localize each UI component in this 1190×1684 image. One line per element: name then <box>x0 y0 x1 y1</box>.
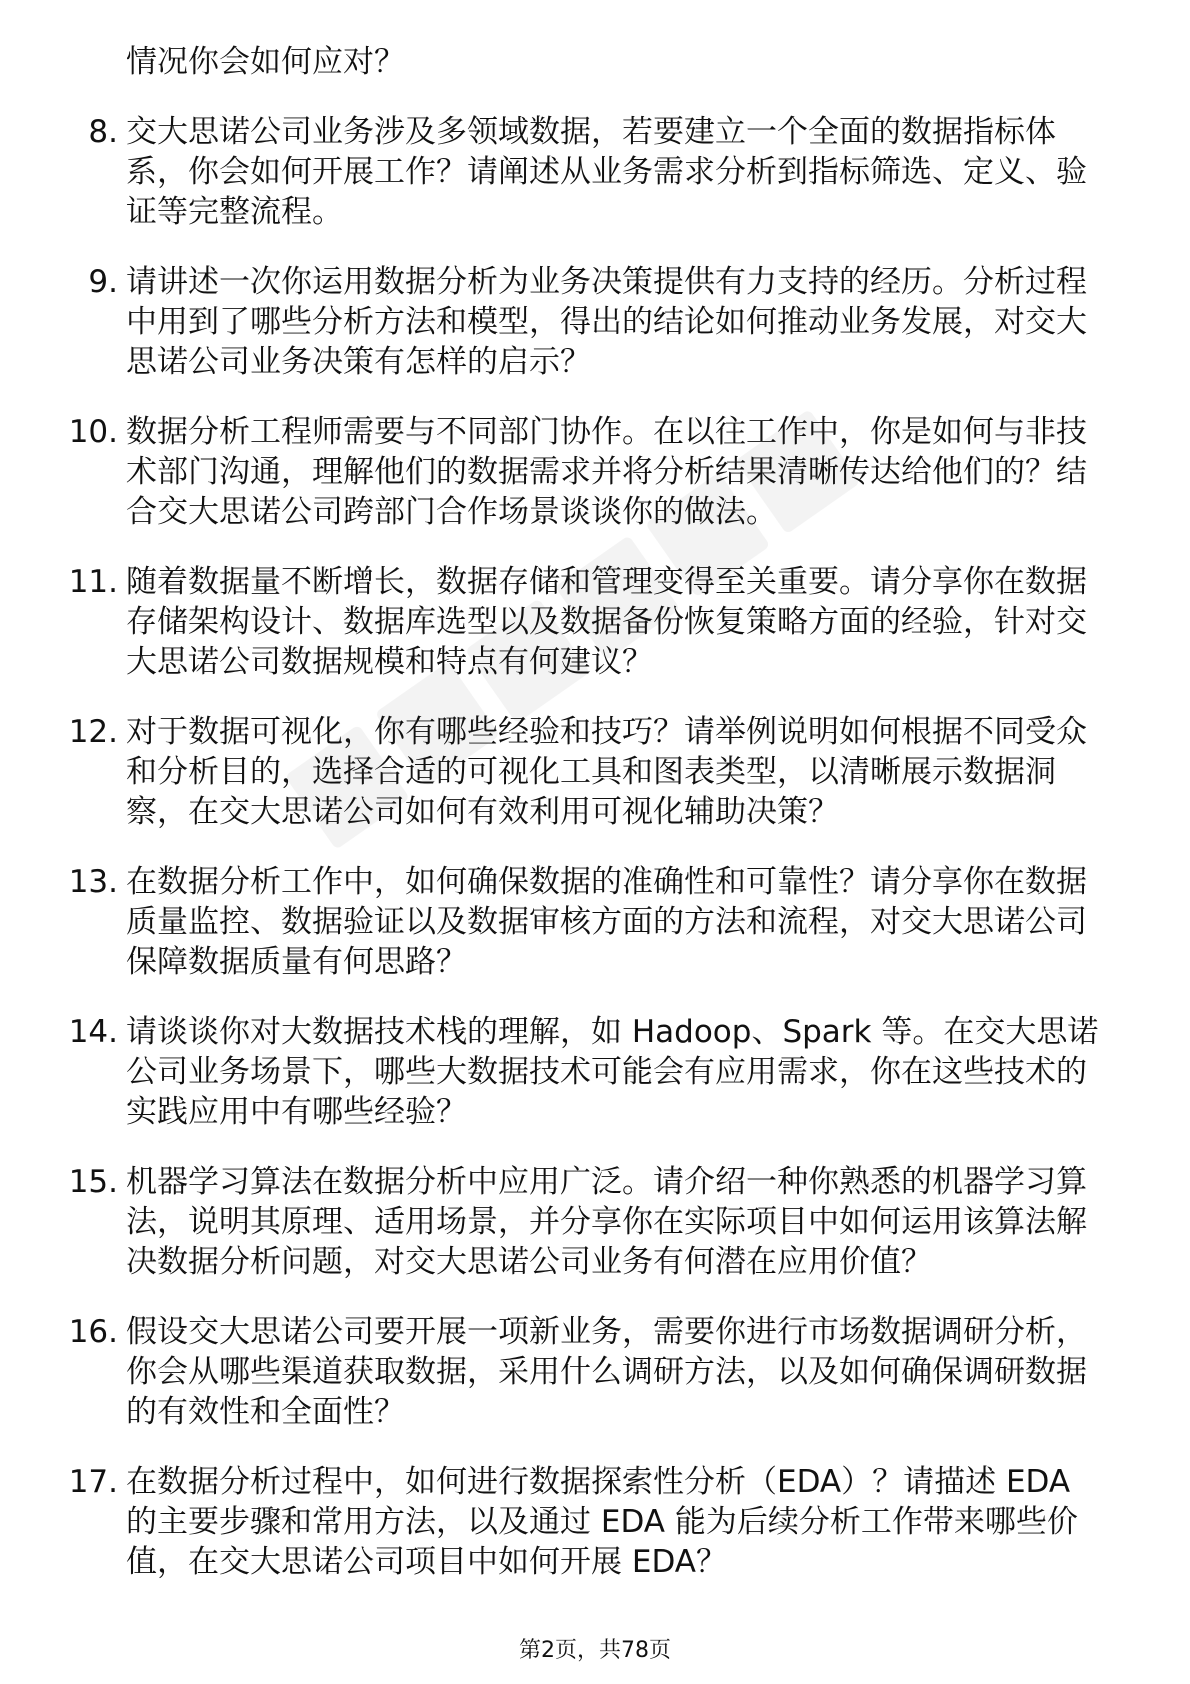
question-text: 在数据分析工作中，如何确保数据的准确性和可靠性？请分享你在数据质量监控、数据验证以及数据审核方面的方法和流程，对交大思诺公司保障数据质量有何思路？ <box>126 864 1087 980</box>
question-text: 请讲述一次你运用数据分析为业务决策提供有力支持的经历。分析过程中用到了哪些分析方法和模型，得出的结论如何推动业务发展，对交大思诺公司业务决策有怎样的启示？ <box>126 264 1087 380</box>
question-item <box>68 1162 1106 1282</box>
question-number: 9. <box>88 264 118 300</box>
question-item <box>68 1462 1106 1582</box>
question-number: 10. <box>68 414 118 450</box>
question-number: 15. <box>68 1164 118 1200</box>
question-number: 13. <box>68 864 118 900</box>
question-item <box>68 1312 1106 1432</box>
question-text: 假设交大思诺公司要开展一项新业务，需要你进行市场数据调研分析，你会从哪些渠道获取数据，采用什么调研方法，以及如何确保调研数据的有效性和全面性？ <box>126 1314 1087 1430</box>
question-item <box>88 262 1106 382</box>
question-number: 17. <box>68 1464 118 1500</box>
page-footer: 第2页，共78页 <box>519 1638 671 1663</box>
question-number: 11. <box>68 564 118 600</box>
question-number: 16. <box>68 1314 118 1350</box>
question-item <box>88 112 1106 232</box>
question-text: 请谈谈你对大数据技术栈的理解，如 Hadoop、Spark 等。在交大思诺公司业务场景下，哪些大数据技术可能会有应用需求，你在这些技术的实践应用中有哪些经验？ <box>126 1014 1099 1130</box>
question-item <box>68 862 1106 982</box>
question-text: 机器学习算法在数据分析中应用广泛。请介绍一种你熟悉的机器学习算法，说明其原理、适用场景，并分享你在实际项目中如何运用该算法解决数据分析问题，对交大思诺公司业务有何潜在应用价值？ <box>126 1164 1087 1280</box>
continuation-text: 情况你会如何应对？ <box>126 44 405 80</box>
question-text: 随着数据量不断增长，数据存储和管理变得至关重要。请分享你在数据存储架构设计、数据库选型以及数据备份恢复策略方面的经验，针对交大思诺公司数据规模和特点有何建议？ <box>126 564 1087 680</box>
question-number: 12. <box>68 714 118 750</box>
question-number: 8. <box>88 114 118 150</box>
question-text: 数据分析工程师需要与不同部门协作。在以往工作中，你是如何与非技术部门沟通，理解他们的数据需求并将分析结果清晰传达给他们的？结合交大思诺公司跨部门合作场景谈谈你的做法。 <box>126 414 1087 530</box>
question-item <box>68 712 1106 832</box>
question-item <box>68 562 1106 682</box>
question-item <box>68 1012 1106 1132</box>
question-item <box>68 412 1106 532</box>
question-text: 对于数据可视化，你有哪些经验和技巧？请举例说明如何根据不同受众和分析目的，选择合适的可视化工具和图表类型，以清晰展示数据洞察，在交大思诺公司如何有效利用可视化辅助决策？ <box>126 714 1087 830</box>
question-list <box>0 42 1190 1612</box>
question-text: 交大思诺公司业务涉及多领域数据，若要建立一个全面的数据指标体系，你会如何开展工作？请阐述从业务需求分析到指标筛选、定义、验证等完整流程。 <box>126 114 1087 230</box>
question-text: 在数据分析过程中，如何进行数据探索性分析（EDA）？请描述 EDA 的主要步骤和常用方法，以及通过 EDA 能为后续分析工作带来哪些价值，在交大思诺公司项目中如何开展 EDA？ <box>126 1464 1078 1580</box>
question-number: 14. <box>68 1014 118 1050</box>
